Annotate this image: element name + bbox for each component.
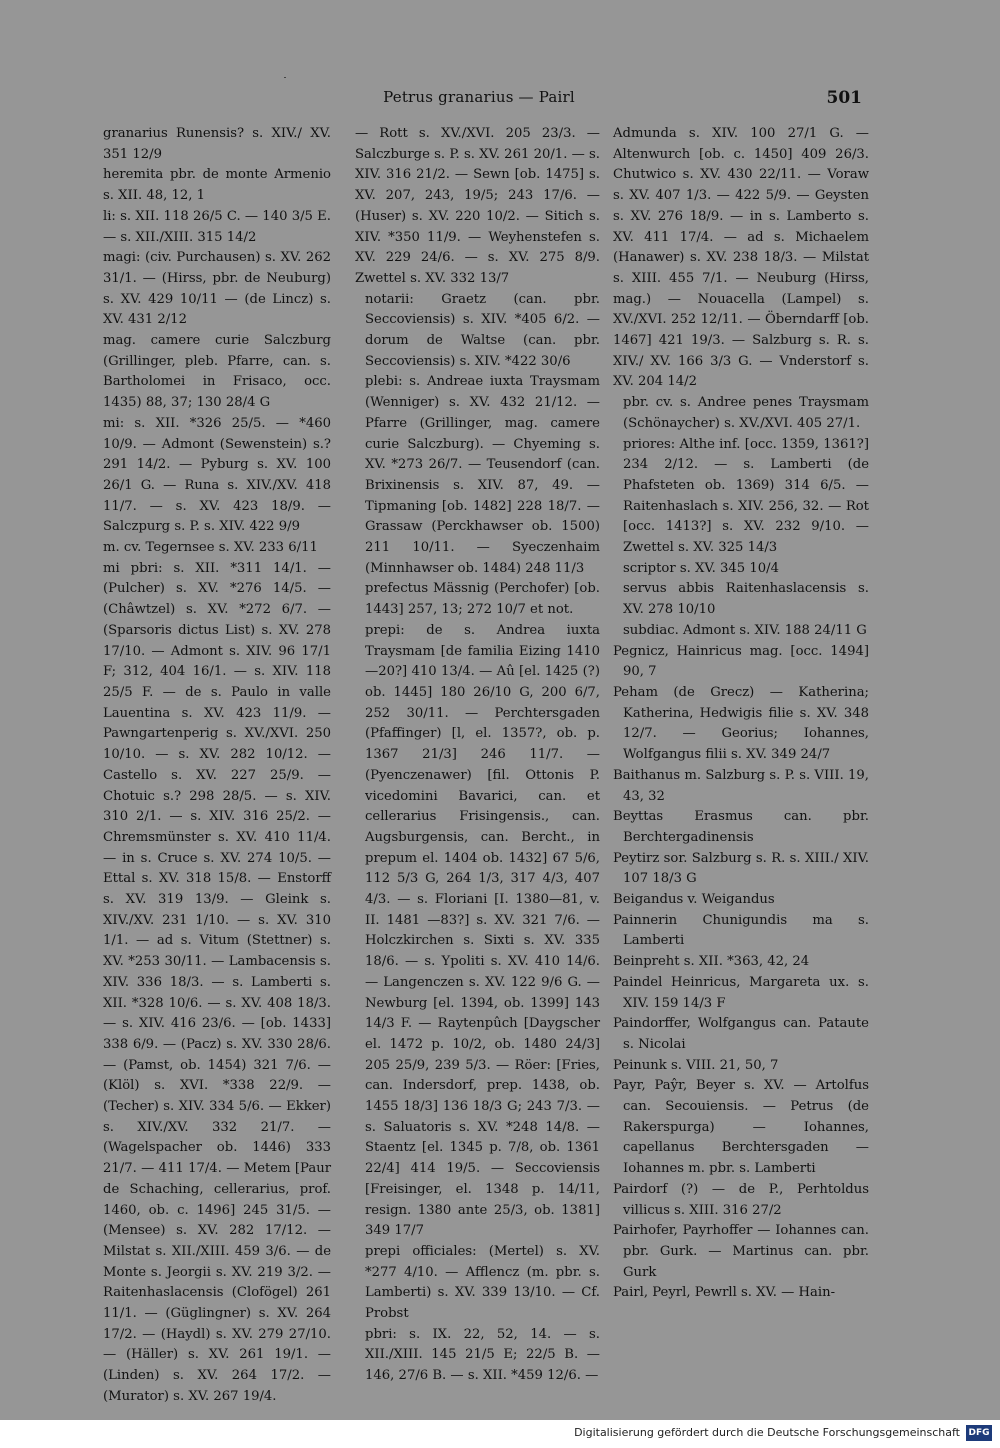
- index-entry: granarius Runensis? s. XIV./ XV. 351 12/9: [103, 126, 331, 162]
- index-entry: notarii: Graetz (can. pbr. Seccoviensis) s. XIV. *405 6/2. — dorum de Waltse (can. pbr. Seccoviensis) s. XIV. *422 30/6: [365, 291, 600, 369]
- index-entry: mag. camere curie Salczburg (Grillinger, pleb. Pfarre, can. s. Bartholomei in Frisaco, occ. 1435) 88, 37; 130 28/4 G: [103, 333, 331, 411]
- text-column-3: [613, 124, 869, 1324]
- index-entry: pbri: s. IX. 22, 52, 14. — s. XII./XIII. 145 21/5 E; 22/5 B. — 146, 27/6 B. — s. XII. *459 12/6. —: [365, 1326, 600, 1384]
- index-entry: Peinunk s. VIII. 21, 50, 7: [613, 1057, 779, 1073]
- index-entry: Peham (de Grecz) — Katherina; Katherina, Hedwigis filie s. XV. 348 12/7. — Georius; Iohannes, Wolfgangus filii s. XV. 349 24/7: [613, 684, 869, 763]
- index-entry: subdiac. Admont s. XIV. 188 24/11 G: [623, 622, 867, 638]
- text-column-1: [93, 124, 331, 1404]
- index-entry: servus abbis Raitenhaslacensis s. XV. 278 10/10: [623, 581, 869, 618]
- dfg-logo: DFG: [966, 1425, 992, 1441]
- index-entry: Pairl, Peyrl, Pewrll s. XV. — Hain-: [613, 1285, 836, 1301]
- index-entry: Painnerin Chunigundis ma s. Lamberti: [613, 912, 869, 949]
- index-entry: prepi officiales: (Mertel) s. XV. *277 4/10. — Afflencz (m. pbr. s. Lamberti) s. XV. 339 13/10. — Cf. Probst: [365, 1243, 600, 1322]
- funding-note: Digitalisierung gefördert durch die Deutsche Forschungsgemeinschaft: [574, 1426, 960, 1439]
- index-entry: Pegnicz, Hainricus mag. [occ. 1494] 90, 7: [613, 643, 869, 680]
- footer-bar: [0, 1420, 1000, 1448]
- index-entry: Paindel Heinricus, Margareta ux. s. XIV. 159 14/3 F: [613, 974, 869, 1011]
- index-entry: Payr, Paŷr, Beyer s. XV. — Artolfus can. Secouiensis. — Petrus (de Rakerspurga) — Iohannes, capellanus Berchtersgaden — Iohannes m. pbr. s. Lamberti: [613, 1078, 869, 1177]
- index-entry: Paindorffer, Wolfgangus can. Pataute s. Nicolai: [613, 1016, 869, 1052]
- index-entry: magi: (civ. Purchausen) s. XV. 262 31/1. — (Hirss, pbr. de Neuburg) s. XV. 429 10/11 — (de Lincz) s. XV. 431 2/12: [103, 250, 331, 328]
- index-entry: mi pbri: s. XII. *311 14/1. — (Pulcher) s. XV. *276 14/5. — (Châwtzel) s. XV. *272 6/7. — (Sparsoris dictus List) s. XV. 278 17/10. — Admont s. XIV. 96 17/1 F; 312, 404 16/1. — s. XIV. 118 25/5 F. — de s. Paulo in valle Lauentina s. XV. 423 11/9. — Pawngartenperig s. XV./XVI. 250 10/10. — s. XV. 282 10/12. — Castello s. XV. 227 25/9. — Chotuic s.? 298 28/5. — s. XIV. 310 2/1. — s. XIV. 316 25/2. — Chremsmünster s. XV. 410 11/4. — in s. Cruce s. XV. 274 10/5. — Ettal s. XV. 318 15/8. — Enstorff s. XV. 319 13/9. — Gleink s. XIV./XV. 231 1/10. — s. XV. 310 1/1. — ad s. Vitum (Stettner) s. XV. *253 30/11. — Lambacensis s. XIV. 336 18/3. — s. Lamberti s. XII. *328 10/6. — s. XV. 408 18/3. — s. XIV. 416 23/6. — [ob. 1433] 338 6/9. — (Pacz) s. XV. 330 28/6. — (Pamst, ob. 1454) 321 7/6. — (Klöl) s. XVI. *338 22/9. — (Techer) s. XIV. 334 5/6. — Ekker) s. XIV./XV. 332 21/7. — (Wagelspacher ob. 1446) 333 21/7. — 411 17/4. — Metem [Paur de Schaching, cellerarius, prof. 1460, ob. c. 1496] 245 31/5. — (Mensee) s. XV. 282 17/12. — Milstat s. XII./XIII. 459 3/6. — de Monte s. Jeorgii s. XV. 219 3/2. — Raitenhaslacensis (Clofögel) 261 11/1. — (Güglingner) s. XV. 264 17/2. — (Haydl) s. XV. 279 27/10. — (Häller) s. XV. 261 19/1. — (Linden) s. XV. 264 17/2. — (Murator) s. XV. 267 19/4.: [103, 560, 331, 1404]
- index-entry: prefectus Mässnig (Perchofer) [ob. 1443] 257, 13; 272 10/7 et not.: [365, 581, 600, 618]
- scan-speck: [284, 77, 286, 78]
- page-number: 501: [826, 88, 862, 108]
- index-entry: Pairhofer, Payrhoffer — Iohannes can. pbr. Gurk. — Martinus can. pbr. Gurk: [613, 1223, 869, 1280]
- index-entry: pbr. cv. s. Andree penes Traysmam (Schönaycher) s. XV./XVI. 405 27/1.: [623, 395, 869, 431]
- index-entry: Beyttas Erasmus can. pbr. Berchtergadinensis: [613, 809, 869, 845]
- index-entry: Beinpreht s. XII. *363, 42, 24: [613, 954, 810, 970]
- index-entry: Peytirz sor. Salzburg s. R. s. XIII./ XIV. 107 18/3 G: [613, 850, 869, 887]
- index-entry: Pairdorf (?) — de P., Perhtoldus villicus s. XIII. 316 27/2: [613, 1181, 869, 1218]
- index-entry: plebi: s. Andreae iuxta Traysmam (Wenniger) s. XV. 432 21/12. — Pfarre (Grillinger, mag. camere curie Salczburg). — Chyeming s. XV. *273 26/7. — Teusendorf (can. Brixinensis s. XIV. 87, 49. — Tipmaning [ob. 1482] 228 18/7. — Grassaw (Perckhawser ob. 1500) 211 10/11. — Syeczenhaim (Minnhawser ob. 1484) 248 11/3: [365, 374, 600, 576]
- index-entry: heremita pbr. de monte Armenio s. XII. 48, 12, 1: [103, 167, 331, 204]
- index-entry: scriptor s. XV. 345 10/4: [623, 560, 779, 576]
- index-entry: prepi: de s. Andrea iuxta Traysmam [de familia Eizing 1410—20?] 410 13/4. — Aû [el. 1425 (?) ob. 1445] 180 26/10 G, 200 6/7, 252 30/11. — Perchtersgaden (Pfaffinger) [l, el. 1357?, ob. p. 1367 21/3] 246 11/7. — (Pyenczenawer) [fil. Ottonis P. vicedomini Bavarici, can. et cellerarius Frisingensis., can. Augsburgensis, can. Bercht., in prepum el. 1404 ob. 1432] 67 5/6, 112 5/3 G, 264 1/3, 317 4/3, 407 4/3. — s. Floriani [I. 1380—81, v. II. 1481 —83?] s. XV. 321 7/6. — Holczkirchen s. Sixti s. XV. 335 18/6. — s. Ypoliti s. XV. 410 14/6. — Langenczen s. XV. 122 9/6 G. — Newburg [el. 1394, ob. 1399] 143 14/3 F. — Raytenpûch [Daygscher el. 1472 p. 10/2, ob. 1480 24/3] 205 25/9, 239 5/3. — Röer: [Fries, can. Indersdorf, prep. 1438, ob. 1455 18/3] 136 18/3 G; 243 7/3. — s. Saluatoris s. XV. *248 14/8. — Staentz [el. 1345 p. 7/8, ob. 1361 22/4] 414 19/5. — Seccoviensis [Freisinger, el. 1348 p. 14/11, resign. 1380 ante 25/3, ob. 1381] 349 17/7: [365, 622, 600, 1239]
- index-entry: m. cv. Tegernsee s. XV. 233 6/11: [103, 540, 318, 556]
- running-header: [96, 88, 862, 112]
- index-entry: — Rott s. XV./XVI. 205 23/3. — Salczburge s. P. s. XV. 261 20/1. — s. XIV. 316 21/2. — Sewn [ob. 1475] s. XV. 207, 243, 19/5; 243 17/6. — (Huser) s. XV. 220 10/2. — Sitich s. XIV. *350 11/9. — Weyhenstefen s. XV. 229 24/6. — s. XV. 275 8/9. Zwettel s. XV. 332 13/7: [355, 126, 600, 286]
- index-entry: li: s. XII. 118 26/5 C. — 140 3/5 E. — s. XII./XIII. 315 14/2: [103, 208, 331, 245]
- index-entry: Baithanus m. Salzburg s. P. s. VIII. 19, 43, 32: [613, 767, 869, 804]
- index-entry: mi: s. XII. *326 25/5. — *460 10/9. — Admont (Sewenstein) s.? 291 14/2. — Pyburg s. XV. 100 26/1 G. — Runa s. XIV./XV. 418 11/7. — s. XV. 423 18/9. — Salczpurg s. P. s. XIV. 422 9/9: [103, 415, 331, 535]
- index-entry: priores: Althe inf. [occ. 1359, 1361?] 234 2/12. — s. Lamberti (de Phafsteten ob. 1369) 314 6/5. — Raitenhaslach s. XIV. 256, 32. — Rot [occ. 1413?] s. XV. 232 9/10. — Zwettel s. XV. 325 14/3: [623, 436, 869, 556]
- index-entry: Admunda s. XIV. 100 27/1 G. — Altenwurch [ob. c. 1450] 409 26/3. Chutwico s. XV. 430 22/11. — Voraw s. XV. 407 1/3. — 422 5/9. — Geysten s. XV. 276 18/9. — in s. Lamberto s. XV. 411 17/4. — ad s. Michaelem (Hanawer) s. XV. 238 18/3. — Milstat s. XIII. 455 7/1. — Neuburg (Hirss, mag.) — Nouacella (Lampel) s. XV./XVI. 252 12/11. — Öberndarff [ob. 1467] 421 19/3. — Salzburg s. R. s. XIV./ XV. 166 3/3 G. — Vnderstorf s. XV. 204 14/2: [613, 126, 869, 390]
- running-title: Petrus granarius — Pairl: [383, 88, 575, 106]
- text-column-2: [355, 124, 600, 1384]
- index-entry: Beigandus v. Weigandus: [613, 892, 775, 908]
